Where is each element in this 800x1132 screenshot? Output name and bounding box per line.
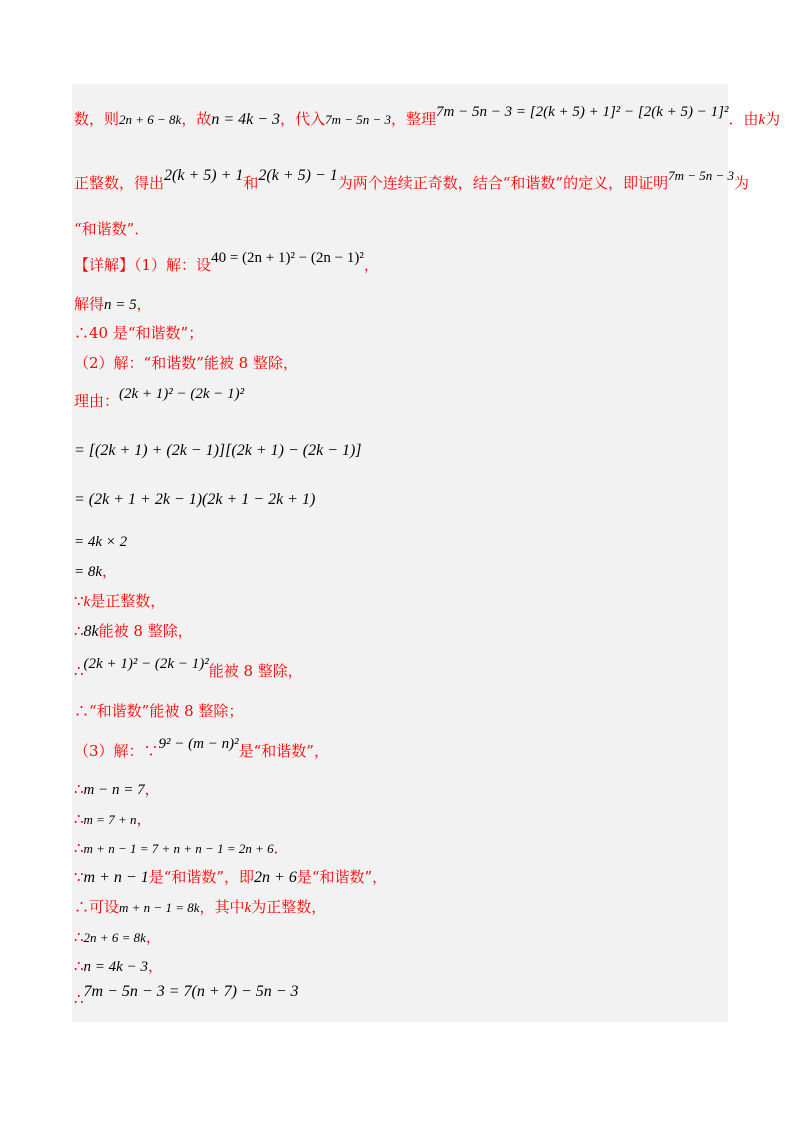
solution-line-17 (74, 837, 289, 858)
math-expression: 2n + 6 − 8k (119, 112, 182, 127)
math-expression: m + n − 1 = 8k (119, 900, 200, 915)
math-expression: 7m − 5n − 3 = [2(k + 5) + 1]² − [2(k + 5) − 1]² (436, 104, 729, 120)
math-expression: = [(2k + 1) + (2k − 1)][(2k + 1) − (2k − 1)] (74, 442, 362, 459)
math-expression: 9² − (m − n)² (158, 736, 239, 752)
solution-line-4 (74, 352, 298, 373)
text: ∴40 是“和谐数”； (74, 324, 204, 342)
solution-line-3 (74, 322, 203, 343)
solution-line-15 (74, 778, 160, 799)
solution-line-10 (74, 590, 165, 611)
analysis-line-2 (74, 167, 750, 193)
math-expression: (2k + 1)² − (2k − 1)² (119, 386, 245, 402)
text: ，其中 (199, 898, 245, 916)
text: 解得 (74, 295, 105, 313)
text: ∴ (74, 839, 84, 857)
text: 是“和谐数”，即 (148, 868, 255, 886)
math-expression: n = 5 (104, 297, 137, 313)
text: ， (136, 810, 152, 828)
text: ∴“和谐数”能被 8 整除； (74, 702, 244, 720)
solution-line-6 (74, 440, 362, 460)
math-expression: 2n + 6 (254, 869, 297, 886)
solution-line-13 (74, 700, 243, 721)
math-expression: m + n − 1 (83, 869, 149, 886)
text: 数，则 (74, 110, 120, 128)
solution-line-11 (74, 620, 193, 641)
text: ． (273, 839, 289, 857)
text: ，故 (181, 110, 212, 128)
solution-line-19 (74, 896, 326, 917)
text: 正整数，得出 (74, 174, 165, 192)
solution-line-9 (74, 560, 117, 581)
variable: k (244, 900, 252, 916)
solution-line-7 (74, 489, 315, 509)
solution-line-16 (74, 808, 152, 829)
text: ∴ (74, 622, 84, 640)
solution-line-12 (74, 656, 303, 681)
text: ，整理 (391, 110, 437, 128)
math-expression: 2n + 6 = 8k (83, 930, 146, 945)
text: ， (102, 562, 118, 580)
text: ∵ (74, 868, 84, 886)
text: （1）解：设 (134, 256, 212, 274)
math-expression: 7m − 5n − 3 (325, 112, 392, 127)
solution-line-14 (74, 736, 329, 761)
math-expression: 7m − 5n − 3 (668, 168, 735, 183)
text: ∴ (74, 928, 84, 946)
text: 能被 8 整除， (208, 662, 303, 680)
text: ， (363, 256, 379, 274)
text: ， (145, 928, 161, 946)
math-expression: m = 7 + n (83, 812, 137, 827)
text: 是正整数， (90, 592, 166, 610)
text: 和 (243, 174, 259, 192)
math-expression: = (2k + 1 + 2k − 1)(2k + 1 − 2k + 1) (74, 491, 316, 508)
detail-tag: 【详解】 (74, 256, 135, 274)
math-expression: 7m − 5n − 3 = 7(n + 7) − 5n − 3 (83, 983, 299, 1000)
text: ∴ (74, 990, 84, 1008)
text: ， (147, 957, 163, 975)
text: ，代入 (280, 110, 326, 128)
text: “和谐数”． (74, 220, 150, 238)
solution-line-18 (74, 866, 387, 887)
text: ∴可设 (74, 898, 120, 916)
variable: k (83, 594, 91, 610)
text: ．由 (728, 110, 759, 128)
text: （3）解：∵ (74, 742, 159, 760)
solution-line-2 (74, 293, 152, 314)
math-expression: = 8k (74, 564, 103, 580)
text: ∵ (74, 592, 84, 610)
text: 为 (734, 174, 750, 192)
math-expression: n = 4k − 3 (83, 959, 148, 975)
text: 是“和谐数”， (238, 742, 329, 760)
math-expression: 40 = (2n + 1)² − (2n − 1)² (211, 250, 364, 266)
analysis-line-1 (74, 104, 781, 129)
math-expression: 2(k + 5) + 1 (164, 167, 244, 184)
solution-line-21 (74, 955, 163, 976)
solution-line-22 (74, 983, 299, 1009)
math-expression: n = 4k − 3 (211, 111, 281, 128)
text: 为正整数， (251, 898, 327, 916)
analysis-line-3 (74, 218, 149, 239)
text: （2）解：“和谐数”能被 8 整除， (74, 354, 298, 372)
text: 是“和谐数”， (296, 868, 388, 886)
text: ∴ (74, 810, 84, 828)
math-expression: 8k (83, 623, 99, 640)
text: 为两个连续正奇数，结合“和谐数”的定义，即证明 (337, 174, 669, 192)
text: 理由： (74, 392, 120, 410)
solution-line-20 (74, 926, 161, 947)
math-expression: m + n − 1 = 7 + n + n − 1 = 2n + 6 (83, 841, 274, 856)
math-expression: 2(k + 5) − 1 (258, 167, 338, 184)
text: 为 (765, 110, 781, 128)
text: ∴ (74, 780, 84, 798)
math-expression: m − n = 7 (83, 782, 145, 798)
solution-line-1 (74, 250, 379, 275)
solution-line-8 (74, 531, 127, 551)
text: ， (144, 780, 160, 798)
math-expression: (2k + 1)² − (2k − 1)² (83, 656, 209, 672)
variable: k (758, 112, 766, 128)
text: ∴ (74, 957, 84, 975)
text: ， (136, 295, 152, 313)
text: ∴ (74, 662, 84, 680)
text: 能被 8 整除， (98, 622, 193, 640)
math-expression: = 4k × 2 (74, 534, 128, 550)
solution-line-5 (74, 386, 245, 411)
